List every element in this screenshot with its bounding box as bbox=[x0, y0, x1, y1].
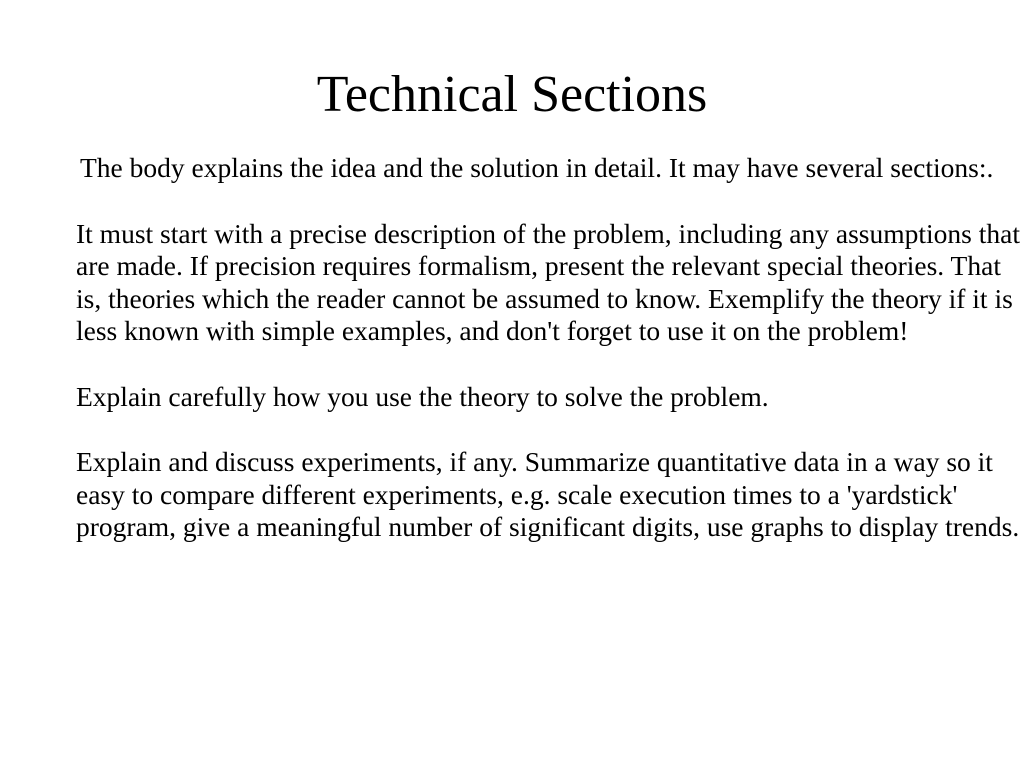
slide-body bbox=[76, 152, 1021, 577]
theory-usage-paragraph: Explain carefully how you use the theory to solve the problem. bbox=[76, 380, 769, 412]
problem-paragraph: It must start with a precise description of the problem, including any assumptions that are made. If precision requires formalism, present the relevant special theories. That is, theories which the reader cannot be assumed to know. Exemplify the theory if it is less known with simple examples, and don't forget to use it on the problem! bbox=[76, 217, 1020, 346]
experiments-paragraph: Explain and discuss experiments, if any. Summarize quantitative data in a way so it easy to compare different experiments, e.g. scale execution times to a 'yardstick' program, give a meaningful number of significant digits, use graphs to display trends. bbox=[76, 446, 1020, 542]
slide-title: Technical Sections bbox=[316, 66, 708, 123]
intro-paragraph: The body explains the idea and the solution in detail. It may have several sections:. bbox=[80, 152, 994, 183]
